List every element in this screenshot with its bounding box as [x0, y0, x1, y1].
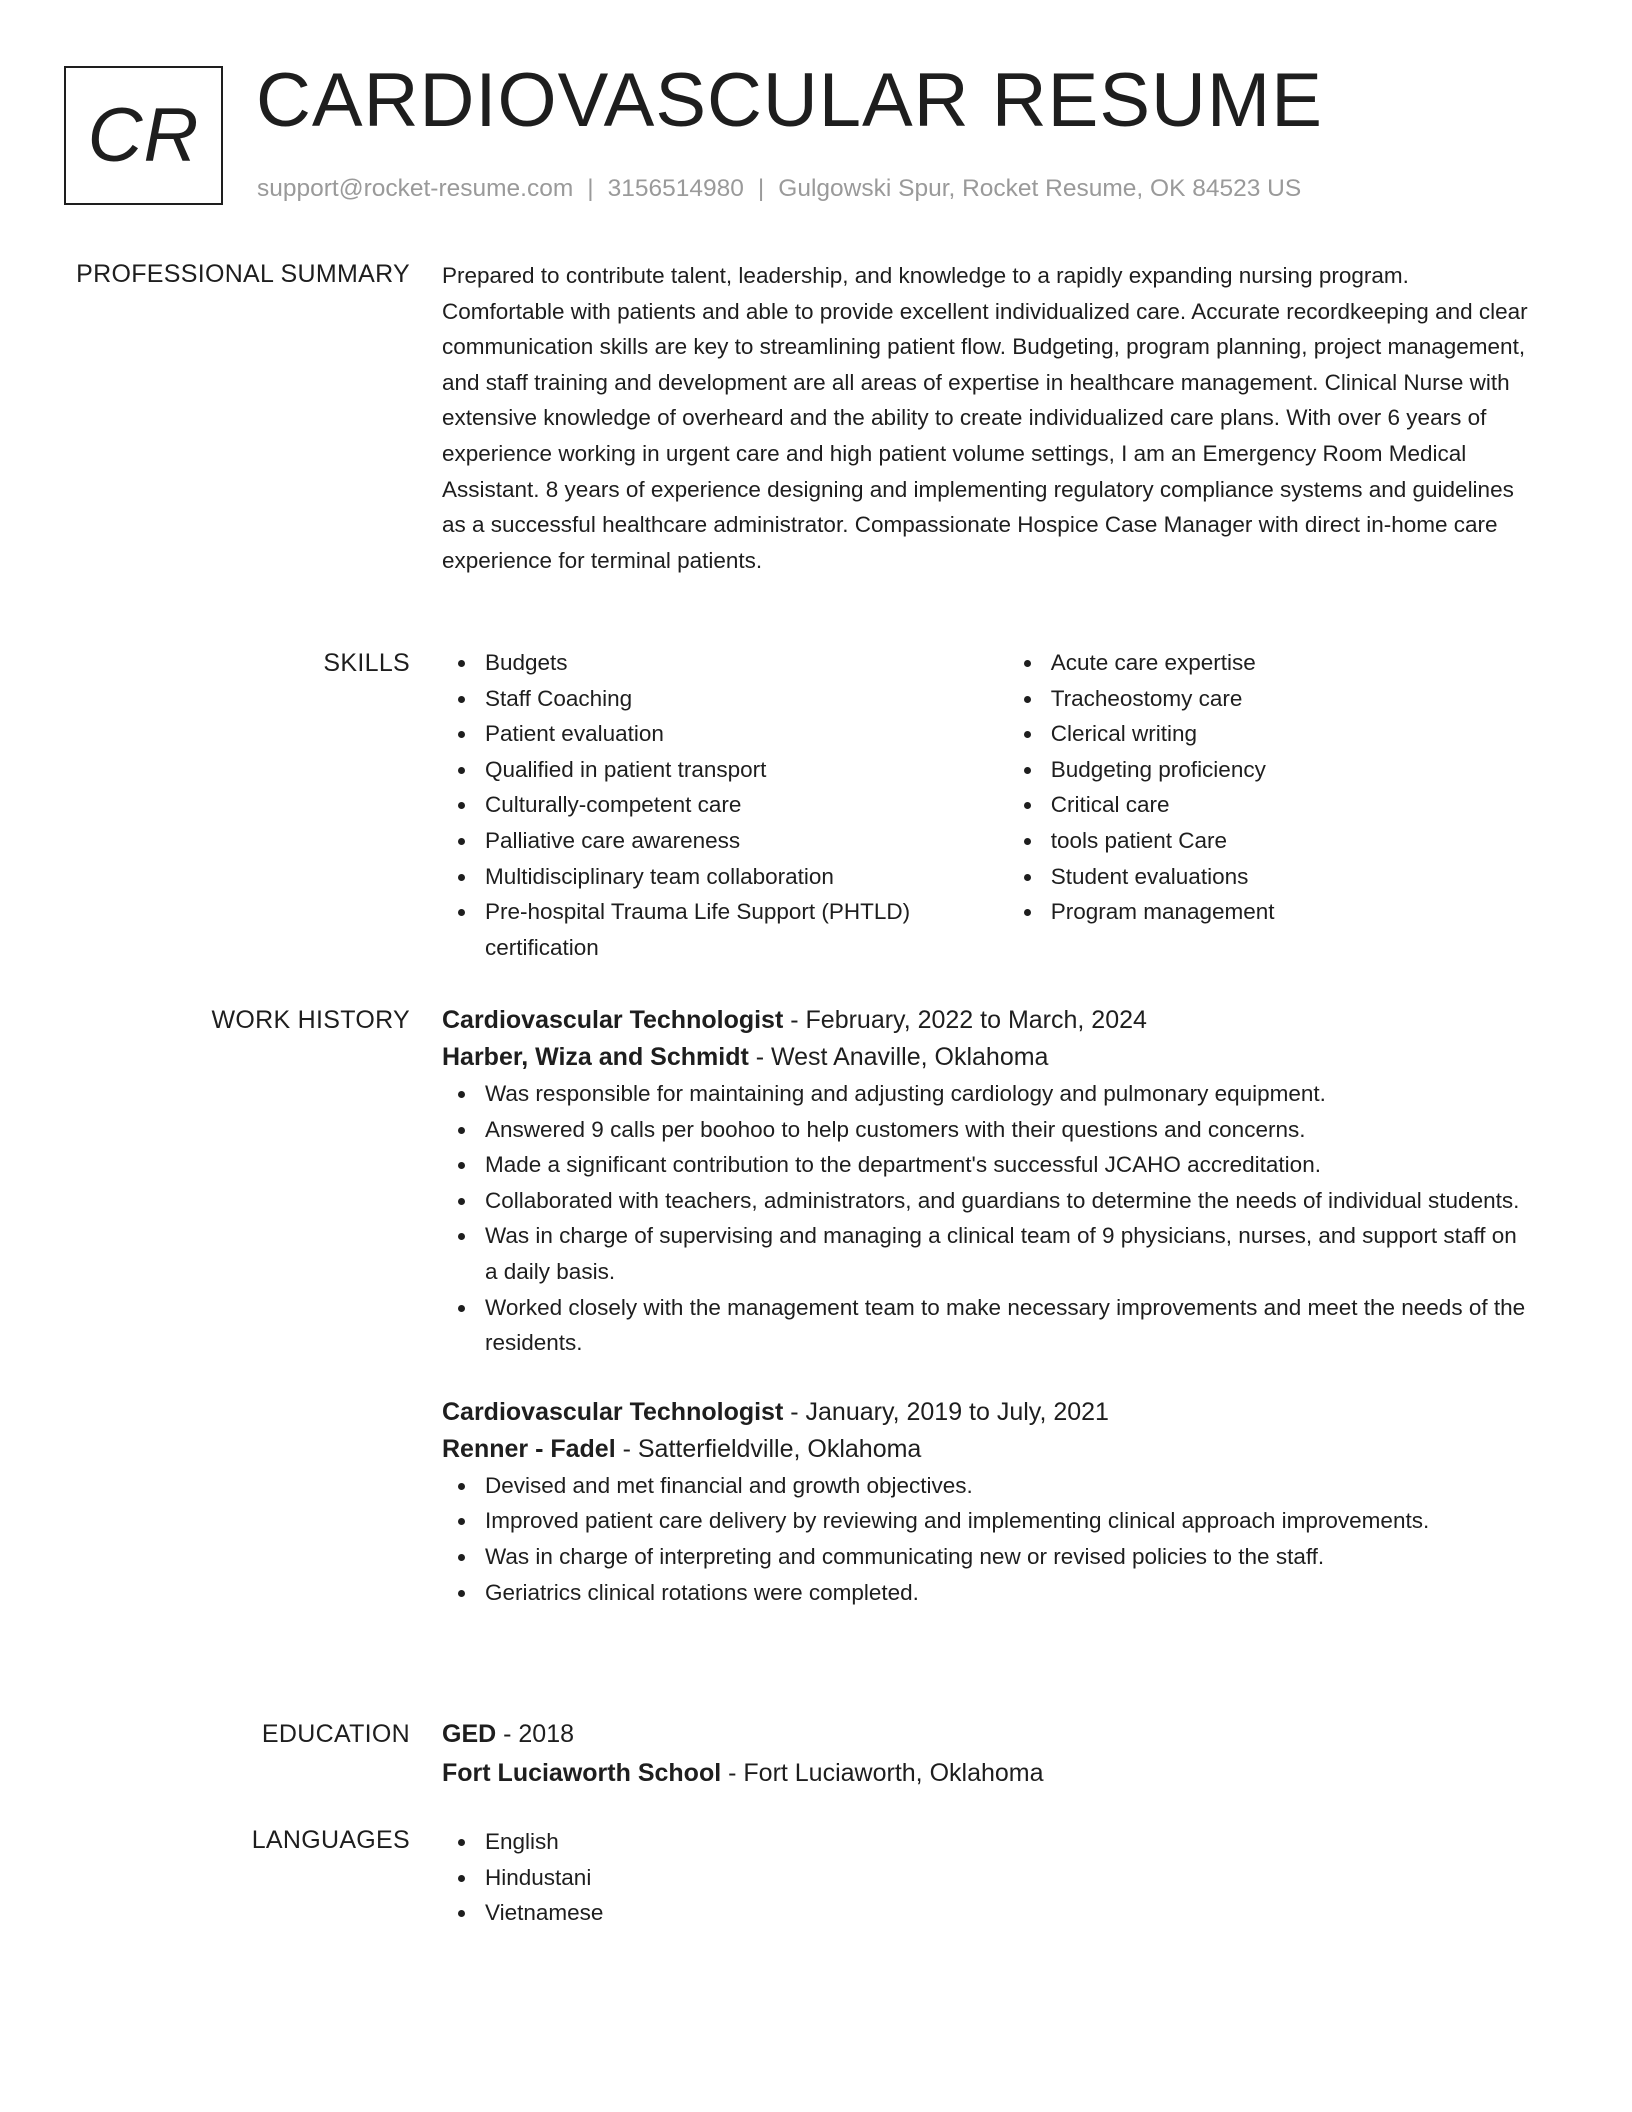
job-bullet-list [442, 1468, 1532, 1610]
section-label-education: EDUCATION [261, 1720, 410, 1748]
job-company: Renner - Fadel [442, 1434, 616, 1463]
skill-item: Budgeting proficiency [1051, 752, 1532, 788]
language-item: Hindustani [485, 1860, 1532, 1896]
skill-item: Clerical writing [1051, 716, 1532, 752]
summary-body [442, 258, 1532, 578]
skill-item: Critical care [1051, 787, 1532, 823]
job-bullet: Was in charge of supervising and managing a clinical team of 9 physicians, nurses, and support staff on a daily basis. [485, 1218, 1532, 1289]
skills-list-right [1008, 645, 1532, 965]
job-company-line [442, 1039, 1532, 1076]
education-year: - 2018 [496, 1720, 575, 1748]
job-company: Harber, Wiza and Schmidt [442, 1043, 749, 1071]
contact-line [257, 172, 1301, 206]
skill-item: Multidisciplinary team collaboration [485, 859, 1008, 895]
job-bullet: Devised and met financial and growth objectives. [485, 1468, 1532, 1504]
job-bullet: Was responsible for maintaining and adjusting cardiology and pulmonary equipment. [485, 1076, 1532, 1112]
skill-item: tools patient Care [1051, 823, 1532, 859]
job-company-line [442, 1431, 1532, 1468]
skills-columns [442, 645, 1532, 965]
job-title-line [442, 1002, 1532, 1039]
summary-text: Prepared to contribute talent, leadership, and knowledge to a rapidly expanding nursing program. Comfortable with patients and able to provide excellent individualized care. Accurate recordkeeping and clear communication skills are key to streamlining patient flow. Budgeting, program planning, project management, and staff training and development are all areas of expertise in healthcare management. Clinical Nurse with extensive knowledge of overheard and the ability to create individualized care plans. With over 6 years of experience working in urgent care and high patient volume settings, I am an Emergency Room Medical Assistant. 8 years of experience designing and implementing regulatory compliance systems and guidelines as a successful healthcare administrator. Compassionate Hospice Case Manager with direct in-home care experience for terminal patients. [442, 263, 1528, 573]
skill-item: Budgets [485, 645, 1008, 681]
job-entry [442, 1002, 1532, 1361]
job-location: - West Anaville, Oklahoma [748, 1043, 1049, 1071]
job-entry [442, 1394, 1532, 1610]
education-degree-line [442, 1716, 1532, 1753]
contact-address: Gulgowski Spur, Rocket Resume, OK 84523 US [778, 175, 1302, 202]
job-bullet: Worked closely with the management team to make necessary improvements and meet the needs of the residents. [485, 1290, 1532, 1361]
contact-email: support@rocket-resume.com [257, 175, 574, 202]
skill-item: Palliative care awareness [485, 823, 1008, 859]
monogram-box [64, 66, 223, 205]
skill-item: Acute care expertise [1051, 645, 1532, 681]
section-label-work-history: WORK HISTORY [211, 1006, 410, 1034]
skill-item: Qualified in patient transport [485, 752, 1008, 788]
job-spacer [442, 1361, 1532, 1394]
job-bullet: Improved patient care delivery by reviewing and implementing clinical approach improvements. [485, 1503, 1532, 1539]
monogram-initials: CR [87, 93, 200, 178]
job-dates: - February, 2022 to March, 2024 [783, 1006, 1147, 1034]
education-degree: GED [442, 1720, 497, 1748]
job-bullet: Collaborated with teachers, administrators, and guardians to determine the needs of individual students. [485, 1183, 1532, 1219]
skill-item: Program management [1051, 894, 1532, 930]
job-bullet: Answered 9 calls per boohoo to help customers with their questions and concerns. [485, 1112, 1532, 1148]
contact-phone: 3156514980 [607, 175, 744, 202]
education-body [442, 1716, 1532, 1792]
job-title-line [442, 1394, 1532, 1431]
job-bullet: Was in charge of interpreting and communicating new or revised policies to the staff. [485, 1539, 1532, 1575]
job-dates: - January, 2019 to July, 2021 [783, 1397, 1109, 1426]
resume-title: CARDIOVASCULAR RESUME [256, 58, 1323, 143]
work-history-body [442, 1002, 1532, 1610]
skill-item: Student evaluations [1051, 859, 1532, 895]
contact-separator: | [757, 175, 765, 202]
skills-body [442, 645, 1532, 965]
skills-list-left [442, 645, 1008, 965]
job-title: Cardiovascular Technologist [442, 1006, 784, 1034]
skill-item: Culturally-competent care [485, 787, 1008, 823]
language-item: English [485, 1824, 1532, 1860]
education-school: Fort Luciaworth School [442, 1759, 722, 1787]
education-location: - Fort Luciaworth, Oklahoma [721, 1759, 1044, 1787]
skill-item: Tracheostomy care [1051, 681, 1532, 717]
section-label-summary: PROFESSIONAL SUMMARY [76, 260, 410, 288]
section-label-skills: SKILLS [323, 649, 410, 677]
job-bullet: Made a significant contribution to the department's successful JCAHO accreditation. [485, 1147, 1532, 1183]
education-school-line [442, 1755, 1532, 1792]
skill-item: Patient evaluation [485, 716, 1008, 752]
languages-body [442, 1824, 1532, 1931]
skill-item: Pre-hospital Trauma Life Support (PHTLD) certification [485, 894, 965, 965]
skill-item: Staff Coaching [485, 681, 1008, 717]
language-item: Vietnamese [485, 1895, 1532, 1931]
section-label-languages: LANGUAGES [251, 1826, 410, 1854]
job-location: - Satterfieldville, Oklahoma [615, 1434, 922, 1463]
job-title: Cardiovascular Technologist [442, 1397, 784, 1426]
languages-list [442, 1824, 1532, 1931]
contact-separator: | [587, 175, 594, 202]
job-bullet-list [442, 1076, 1532, 1361]
job-bullet: Geriatrics clinical rotations were completed. [485, 1575, 1532, 1611]
